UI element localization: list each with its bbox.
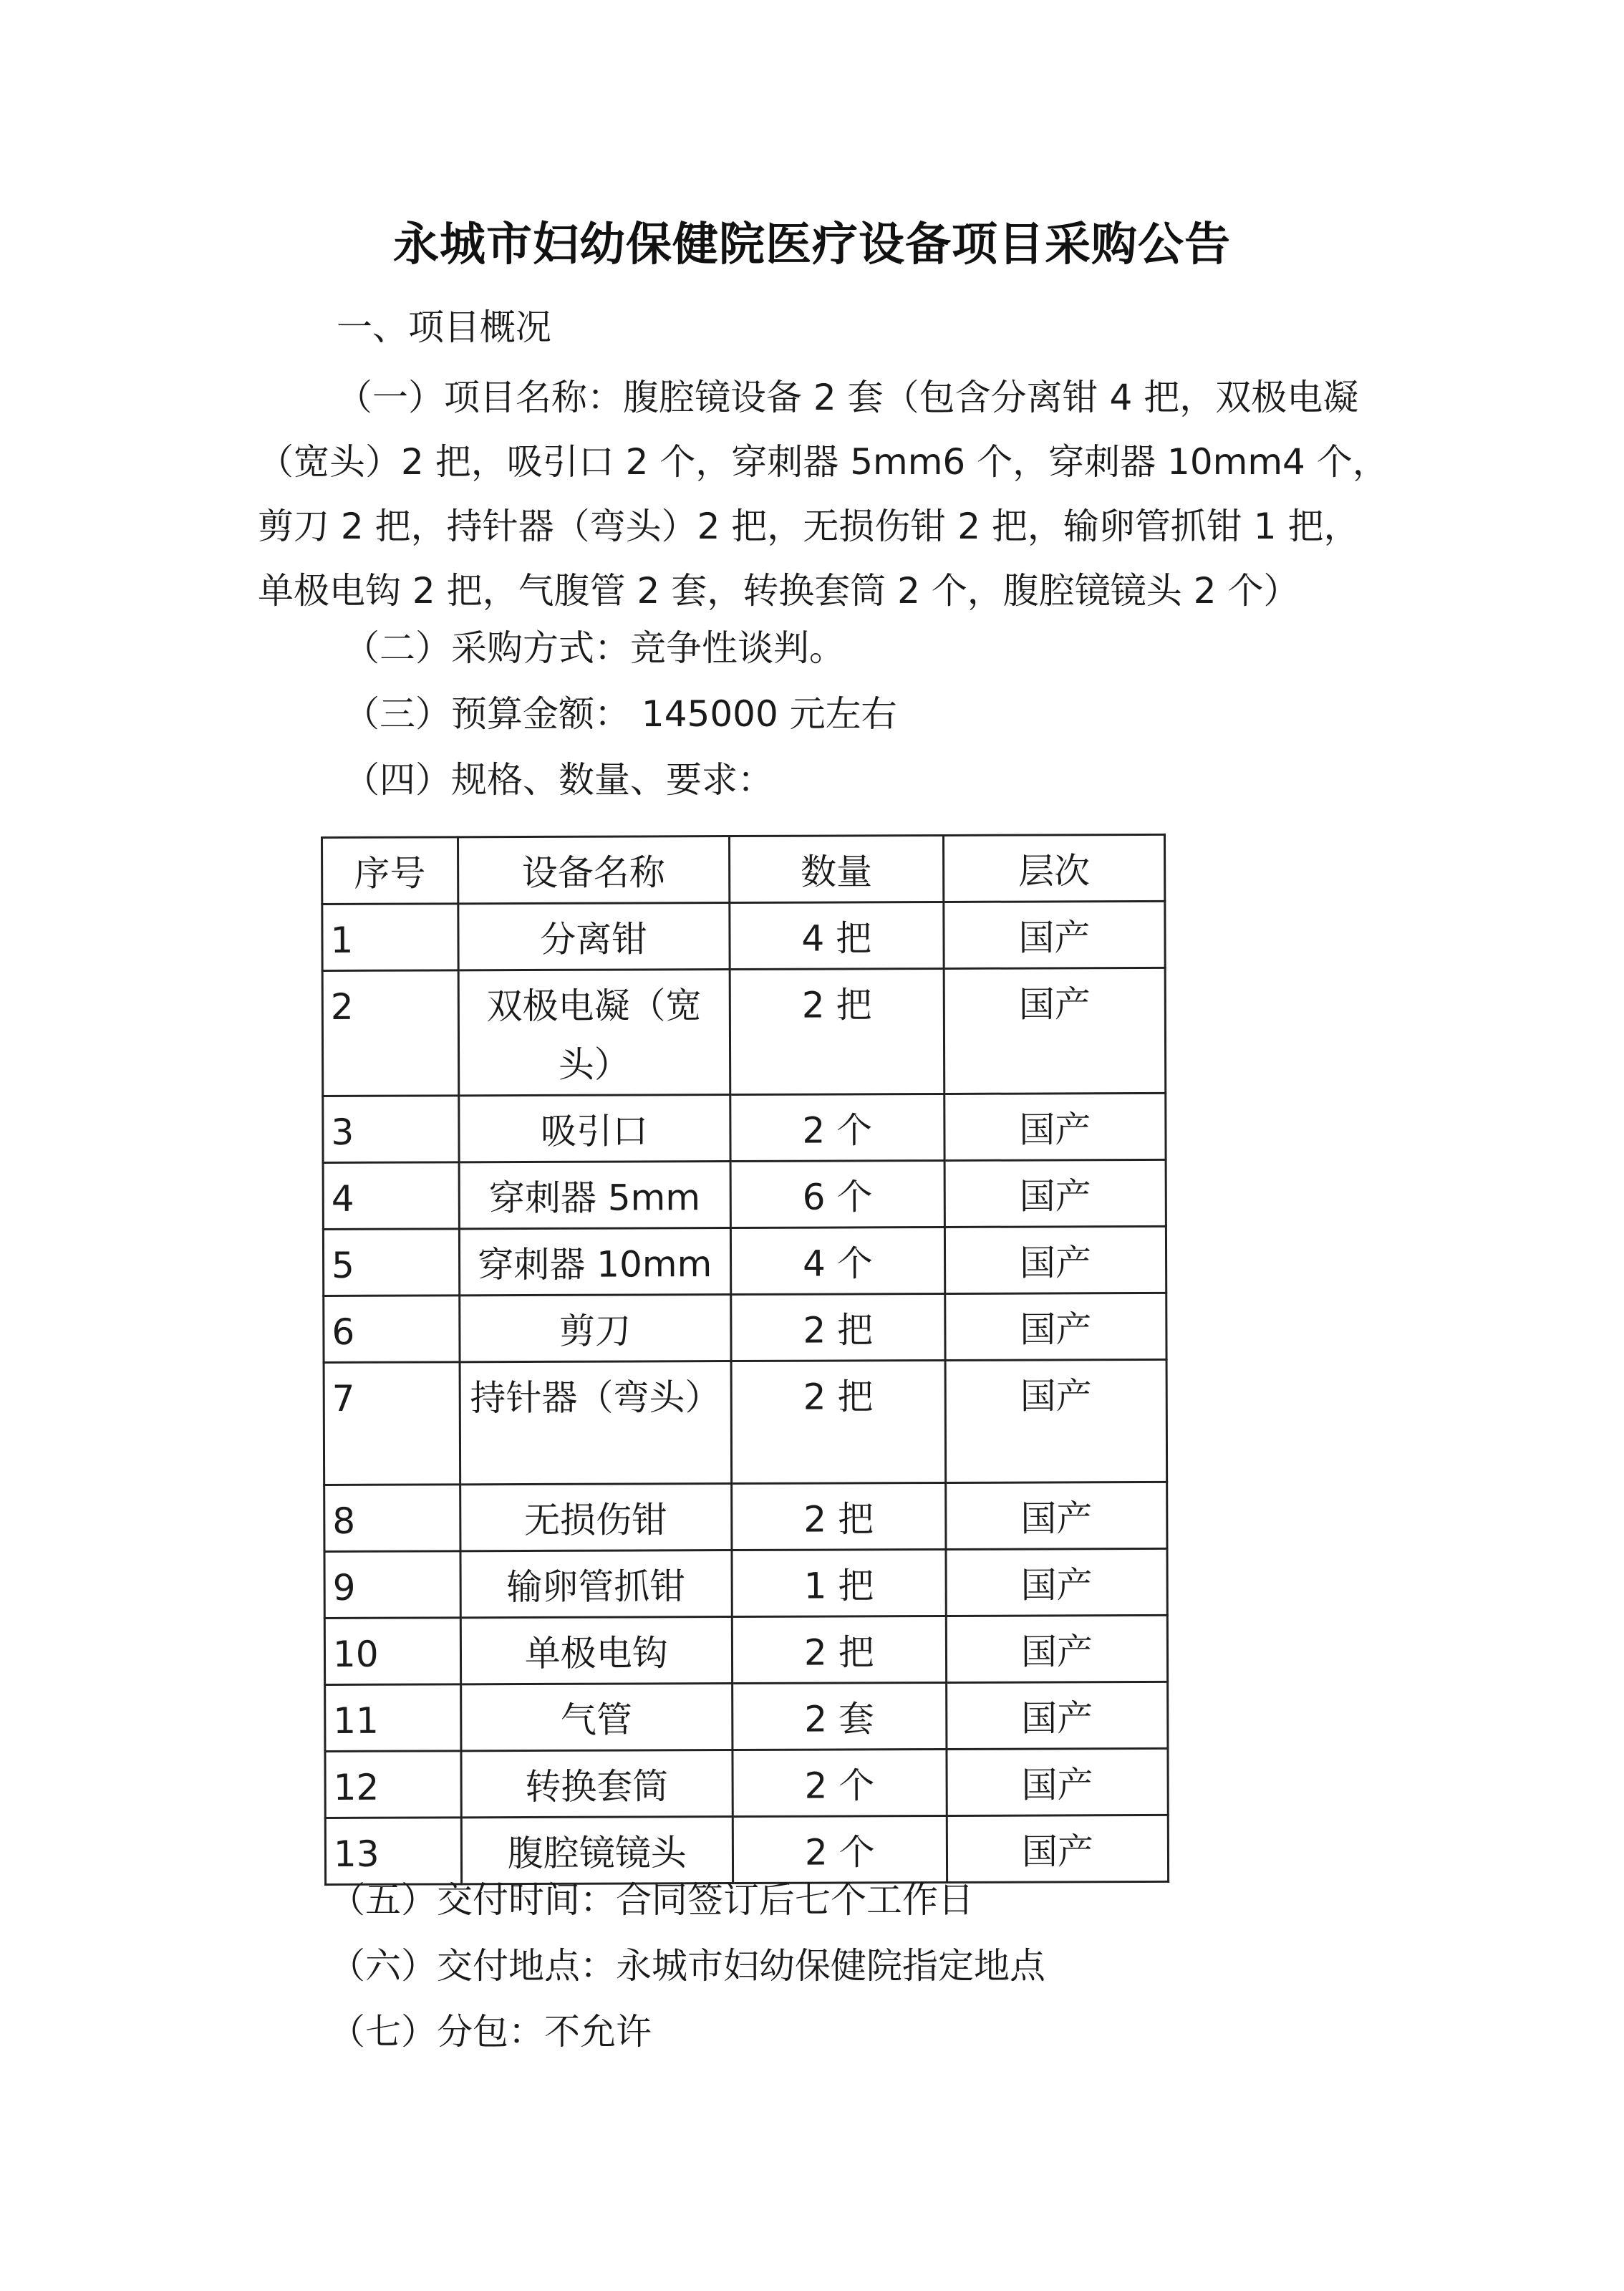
header-qty: 数量 <box>729 835 943 902</box>
quantity: 2 个 <box>733 1815 947 1883</box>
origin-level: 国产 <box>946 1615 1167 1682</box>
quantity: 2 套 <box>732 1682 946 1750</box>
origin-level: 国产 <box>944 901 1165 968</box>
project-name-line: 剪刀 2 把，持针器（弯头）2 把，无损伤钳 2 把，输卵管抓钳 1 把， <box>258 506 1360 547</box>
equipment-table <box>321 834 1169 1886</box>
table-row <box>323 1093 1166 1162</box>
origin-level: 国产 <box>944 1226 1166 1293</box>
row-number: 8 <box>324 1485 460 1552</box>
specs-heading: （四）规格、数量、要求： <box>344 759 773 801</box>
row-number: 7 <box>324 1362 460 1485</box>
equipment-name: 双极电凝（宽头） <box>458 970 730 1096</box>
table-row <box>324 1548 1167 1618</box>
quantity: 2 把 <box>731 1360 946 1483</box>
quantity: 2 个 <box>733 1749 947 1816</box>
quantity: 6 个 <box>730 1160 944 1228</box>
origin-level: 国产 <box>944 1093 1166 1160</box>
origin-level: 国产 <box>944 968 1166 1094</box>
document-title: 永城市妇幼保健院医疗设备项目采购公告 <box>393 218 1231 271</box>
project-name-line: 单极电钩 2 把，气腹管 2 套，转换套筒 2 个，腹腔镜镜头 2 个） <box>258 570 1300 612</box>
equipment-name: 单极电钩 <box>460 1617 733 1684</box>
project-name-line: （宽头）2 把，吸引口 2 个，穿刺器 5mm6 个，穿刺器 10mm4 个， <box>258 441 1388 483</box>
origin-level: 国产 <box>945 1359 1167 1482</box>
quantity: 2 把 <box>730 968 944 1094</box>
row-number: 13 <box>325 1818 461 1885</box>
table-row <box>324 1482 1167 1551</box>
quantity: 2 把 <box>731 1482 945 1550</box>
equipment-name: 剪刀 <box>459 1295 731 1362</box>
origin-level: 国产 <box>945 1293 1166 1360</box>
row-number: 9 <box>324 1551 460 1619</box>
origin-level: 国产 <box>944 1159 1166 1227</box>
row-number: 2 <box>322 970 458 1096</box>
table-row <box>323 1226 1166 1296</box>
table-row <box>324 1615 1167 1684</box>
table-row <box>322 968 1166 1096</box>
table-row <box>324 1293 1166 1362</box>
section-heading: 一、项目概况 <box>337 307 551 348</box>
budget-amount: （三）预算金额： 145000 元左右 <box>344 693 897 735</box>
equipment-name: 持针器（弯头） <box>460 1361 732 1485</box>
origin-level: 国产 <box>947 1815 1168 1882</box>
origin-level: 国产 <box>946 1482 1167 1549</box>
equipment-name: 分离钳 <box>458 903 730 970</box>
equipment-name: 气管 <box>460 1684 733 1751</box>
project-name-line: （一）项目名称：腹腔镜设备 2 套（包含分离钳 4 把，双极电凝 <box>337 377 1359 418</box>
table-row <box>323 1159 1166 1229</box>
table-row <box>324 1359 1167 1485</box>
row-number: 3 <box>323 1096 459 1163</box>
delivery-place: （六）交付地点：永城市妇幼保健院指定地点 <box>329 1945 1045 1987</box>
equipment-name: 输卵管抓钳 <box>460 1550 733 1618</box>
equipment-name: 转换套筒 <box>461 1750 733 1818</box>
quantity: 2 把 <box>731 1293 945 1361</box>
row-number: 6 <box>324 1296 460 1363</box>
quantity: 4 把 <box>730 902 944 969</box>
project-name-paragraph <box>258 365 1418 623</box>
quantity: 4 个 <box>730 1227 944 1294</box>
row-number: 4 <box>323 1162 459 1230</box>
header-no: 序号 <box>322 837 458 905</box>
equipment-name: 腹腔镜镜头 <box>461 1817 733 1884</box>
origin-level: 国产 <box>947 1748 1168 1815</box>
delivery-time: （五）交付时间：合同签订后七个工作日 <box>329 1879 974 1921</box>
row-number: 11 <box>325 1684 461 1752</box>
subpackage-policy: （七）分包：不允许 <box>329 2011 652 2053</box>
equipment-name: 吸引口 <box>458 1095 730 1162</box>
table-row <box>322 901 1165 970</box>
quantity: 1 把 <box>732 1549 946 1616</box>
table-body <box>322 901 1169 1884</box>
row-number: 10 <box>324 1618 460 1685</box>
quantity: 2 个 <box>730 1094 944 1161</box>
row-number: 12 <box>325 1751 461 1818</box>
table-row <box>325 1682 1168 1751</box>
table-header-row <box>322 834 1165 904</box>
row-number: 5 <box>323 1229 459 1296</box>
header-name: 设备名称 <box>458 836 730 904</box>
table-row <box>325 1748 1168 1818</box>
row-number: 1 <box>322 904 458 971</box>
procurement-method: （二）采购方式：竞争性谈判。 <box>344 627 845 669</box>
header-level: 层次 <box>943 834 1164 902</box>
origin-level: 国产 <box>947 1682 1168 1749</box>
quantity: 2 把 <box>732 1616 946 1683</box>
equipment-name: 穿刺器 10mm <box>459 1228 731 1296</box>
equipment-name: 无损伤钳 <box>460 1484 732 1551</box>
equipment-name: 穿刺器 5mm <box>459 1162 731 1229</box>
origin-level: 国产 <box>946 1548 1167 1616</box>
